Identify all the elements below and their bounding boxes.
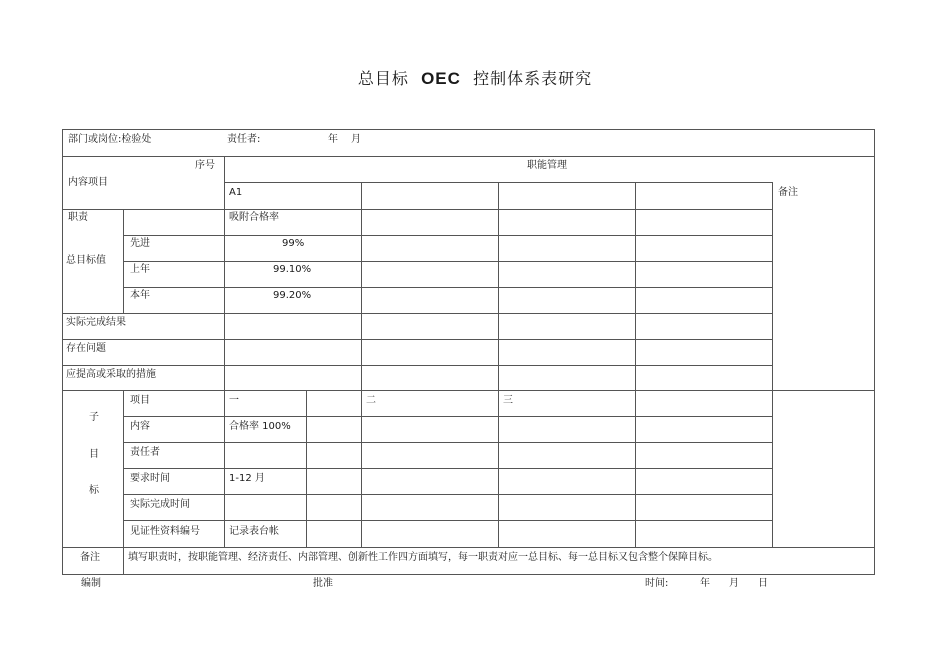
notes-text: 填写职责时，按职能管理、经济责任、内部管理、创新性工作四方面填写，每一职责对应一总目标、每一总目标又包含整个保障目标。: [128, 552, 718, 563]
sub-content-value: 合格率 100%: [229, 421, 291, 432]
advanced-label: 先进: [130, 238, 150, 249]
sub-content-label: 内容: [130, 421, 150, 432]
responsible-label: 责任者:: [227, 134, 261, 145]
grid-line-v: [224, 156, 225, 390]
month-label: 月: [351, 134, 361, 145]
grid-line-h: [62, 156, 874, 157]
sub-actual-time-label: 实际完成时间: [130, 499, 190, 510]
page-title: 总目标 OEC 控制体系表研究: [357, 69, 593, 88]
footer-day: 日: [758, 578, 768, 589]
grid-line-h: [123, 442, 772, 443]
sub-target-char-1: 子: [89, 412, 99, 423]
grid-line-h: [123, 261, 772, 262]
grid-line-h: [62, 209, 772, 210]
actual-result-label: 实际完成结果: [66, 317, 126, 328]
grid-line-h: [123, 287, 772, 288]
footer-compiled: 编制: [81, 578, 101, 589]
sub-item-label: 项目: [130, 395, 150, 406]
grid-line-h: [62, 574, 874, 575]
grid-line-v: [306, 390, 307, 547]
grid-line-v: [361, 390, 362, 547]
advanced-value: 99%: [282, 238, 305, 249]
footer-time: 时间:: [645, 578, 669, 589]
sub-responsible-label: 责任者: [130, 447, 160, 458]
sub-col-2: 二: [366, 395, 376, 406]
footer-year: 年: [700, 578, 710, 589]
grid-line-h: [62, 365, 772, 366]
grid-line-h: [62, 390, 874, 391]
sub-required-time-label: 要求时间: [130, 473, 170, 484]
sub-required-time-value: 1-12 月: [229, 473, 265, 484]
this-year-value: 99.20%: [273, 290, 312, 301]
sub-target-char-2: 目: [89, 449, 99, 460]
serial-label: 序号: [195, 160, 215, 171]
grid-line-v: [874, 129, 875, 575]
grid-line-h: [62, 313, 123, 314]
grid-line-h: [62, 339, 772, 340]
grid-line-v: [635, 390, 636, 547]
sub-evidence-value: 记录表台帐: [229, 526, 279, 537]
grid-line-h: [123, 313, 772, 314]
remarks-label: 备注: [778, 187, 798, 198]
issues-label: 存在问题: [66, 343, 106, 354]
total-target-label: 总目标值: [66, 255, 106, 266]
grid-line-v: [635, 182, 636, 390]
last-year-value: 99.10%: [273, 264, 312, 275]
last-year-label: 上年: [130, 264, 150, 275]
grid-line-v: [123, 209, 124, 313]
grid-line-h: [123, 416, 772, 417]
content-item-label: 内容项目: [68, 177, 108, 188]
grid-line-v: [361, 182, 362, 390]
dept-label: 部门或岗位:检验处: [68, 134, 152, 145]
grid-line-h: [62, 129, 874, 130]
grid-line-h: [123, 235, 772, 236]
grid-line-v: [498, 390, 499, 547]
sub-col-1: 一: [229, 395, 239, 406]
grid-line-h: [123, 468, 772, 469]
grid-line-h: [62, 547, 874, 548]
grid-line-v: [62, 129, 63, 575]
grid-line-h: [123, 494, 772, 495]
grid-line-v: [498, 182, 499, 390]
footer-month: 月: [729, 578, 739, 589]
a1-label: A1: [229, 187, 243, 198]
grid-line-v: [123, 390, 124, 574]
footer-approved: 批准: [313, 578, 333, 589]
duty-value: 吸附合格率: [229, 212, 279, 223]
grid-line-v: [772, 182, 773, 547]
sub-evidence-label: 见证性资料编号: [130, 526, 200, 537]
sub-col-3: 三: [503, 395, 513, 406]
grid-line-v: [224, 390, 225, 547]
notes-label: 备注: [80, 552, 100, 563]
measures-label: 应提高或采取的措施: [66, 369, 156, 380]
function-mgmt-label: 职能管理: [527, 160, 567, 171]
sub-target-char-3: 标: [89, 485, 99, 496]
duty-label: 职责: [68, 212, 88, 223]
grid-line-h: [123, 520, 772, 521]
year-label: 年: [328, 134, 338, 145]
this-year-label: 本年: [130, 290, 150, 301]
